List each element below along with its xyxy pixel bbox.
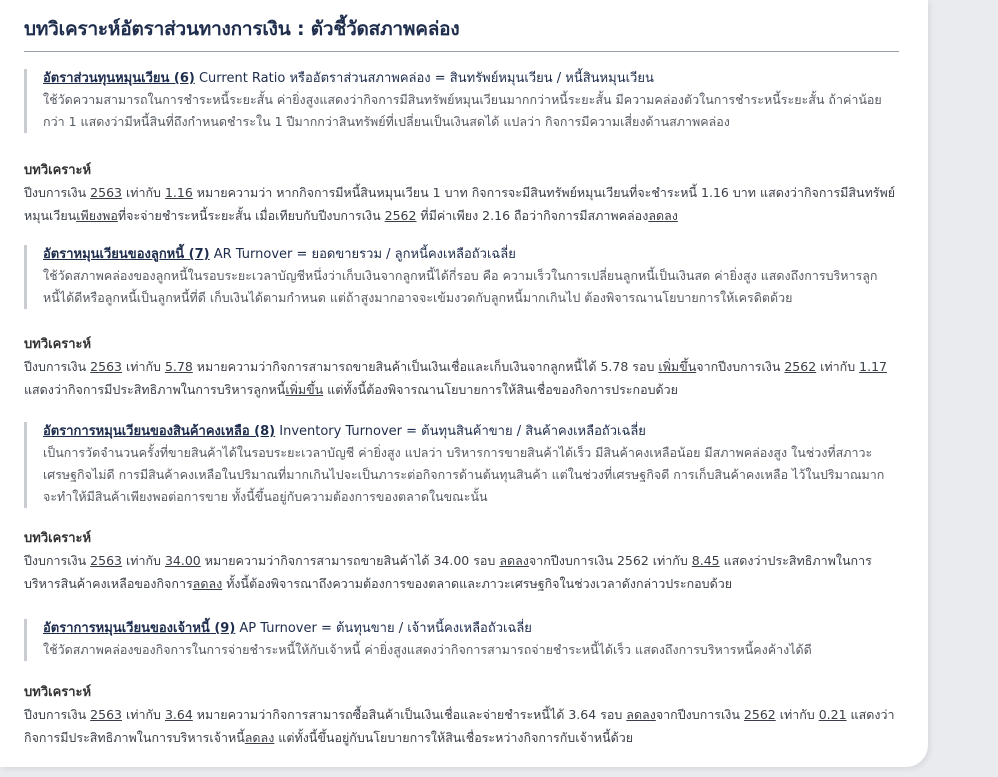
analysis-segment: เท่ากับ (121, 185, 165, 200)
highlighted-value: 5.78 (164, 359, 193, 374)
definition-title (43, 422, 894, 442)
analysis-segment: จากปีงบการเงิน (696, 359, 785, 374)
analysis-text (24, 181, 902, 227)
highlighted-value: เพิ่มขึ้น (658, 359, 697, 374)
analysis-block-inventory-turnover (24, 529, 902, 595)
ratio-formula: Current Ratio หรืออัตราส่วนสภาพคล่อง = สินทรัพย์หมุนเวียน / หนี้สินหมุนเวียน (194, 71, 654, 86)
analysis-segment: ทั้งนี้ต้องพิจารณาถึงความต้องการของตลาดและภาวะเศรษฐกิจในช่วงเวลาดังกล่าวประกอบด้วย (222, 576, 733, 591)
highlighted-value: 1.17 (859, 359, 887, 374)
highlighted-value: ลดลง (244, 730, 275, 745)
analysis-text (24, 703, 902, 749)
ratio-formula: AR Turnover = ยอดขายรวม / ลูกหนี้คงเหลือถัวเฉลี่ย (209, 247, 516, 262)
analysis-segment: ปีงบการเงิน (24, 553, 91, 568)
highlighted-value: เพิ่มขึ้น (285, 382, 324, 397)
highlighted-value: 2563 (90, 359, 122, 374)
definition-title (43, 619, 894, 639)
ratio-name: อัตราการหมุนเวียนของเจ้าหนี้ (9) (43, 621, 236, 636)
analysis-segment: หมายความว่ากิจการสามารถขายสินค้าเป็นเงินเชื่อและเก็บเงินจากลูกหนี้ได้ 5.78 รอบ (192, 359, 659, 374)
highlighted-value: ลดลง (192, 576, 223, 591)
analysis-block-current-ratio (24, 161, 902, 227)
definition-description: ใช้วัดสภาพคล่องของลูกหนี้ในรอบระยะเวลาบัญชีหนึ่งว่าเก็บเงินจากลูกหนี้ได้กี่รอบ คือ ความเร็วในการเปลี่ยนลูกหนี้เป็นเงินสด ค่ายิ่งสูง แสดงถึงการบริหารลูกหนี้ได้ดีหรือลูกหนี้เป็นลูกหนี้ที่ดี เก็บเงินได้ตามกำหนด แต่ถ้าสูงมากอาจจะเข้มงวดกับลูกหนี้มากเกินไป ต้องพิจารณานโยบายการให้เครดิตด้วย (43, 268, 878, 305)
analysis-segment: แสดงว่ากิจการมีประสิทธิภาพในการบริหารลูกหนี้ (24, 382, 286, 397)
highlighted-value: 2563 (90, 707, 122, 722)
highlighted-value: 34.00 (164, 553, 201, 568)
ratio-formula: AP Turnover = ต้นทุนขาย / เจ้าหนี้คงเหลือถัวเฉลี่ย (235, 621, 532, 636)
analysis-segment: ปีงบการเงิน (24, 359, 91, 374)
analysis-segment: หมายความว่า หากกิจการมีหนี้สินหมุนเวียน 1 บาท กิจการจะมีสินทรัพย์หมุนเวียนที่จะชำระหนี้ 1.16 บาท แสดงว่ากิจการมีสินทรัพย์หมุนเวียน (24, 185, 896, 223)
analysis-heading: บทวิเคราะห์ (24, 337, 92, 352)
ratio-name: อัตราส่วนทุนหมุนเวียน (6) (43, 71, 195, 86)
highlighted-value: 2562 (743, 707, 776, 722)
analysis-segment: เท่ากับ (121, 359, 165, 374)
analysis-segment: แต่ทั้งนี้ต้องพิจารณานโยบายการให้สินเชื่อของกิจการประกอบด้วย (323, 382, 678, 397)
highlighted-value: 8.45 (691, 553, 720, 568)
analysis-text (24, 549, 902, 595)
title-divider (24, 51, 899, 52)
highlighted-value: 2562 (784, 359, 817, 374)
analysis-text (24, 355, 902, 401)
highlighted-value: ลดลง (499, 553, 529, 568)
highlighted-value: 3.64 (164, 707, 193, 722)
ratio-formula: Inventory Turnover = ต้นทุนสินค้าขาย / สินค้าคงเหลือถัวเฉลี่ย (275, 424, 646, 439)
analysis-segment: ที่จะจ่ายชำระหนี้ระยะสั้น เมื่อเทียบกับปีงบการเงิน (117, 208, 385, 223)
definition-description: เป็นการวัดจำนวนครั้งที่ขายสินค้าได้ในรอบระยะเวลาบัญชี ค่ายิ่งสูง แปลว่า บริหารการขายสินค้าได้เร็ว มีสินค้าคงเหลือน้อย มีสภาพคล่องสูง ในช่วงที่สภาวะเศรษฐกิจไม่ดี การมีสินค้าคงเหลือในปริมาณที่มากเกินไปจะเป็นภาระต่อกิจการด้านต้นทุนสินค้า แต่ในช่วงที่เศรษฐกิจดี การเก็บสินค้าคงเหลือ ไว้ในปริมาณมากจะทำให้มีสินค้าเพียงพอต่อการขาย ทั้งนี้ขึ้นอยู่กับความต้องการของตลาดในขณะนั้น (43, 445, 885, 504)
analysis-segment: เท่ากับ (121, 553, 165, 568)
highlighted-value: ลดลง (648, 208, 678, 223)
analysis-segment: ปีงบการเงิน (24, 707, 91, 722)
analysis-segment: จากปีงบการเงิน 2562 เท่ากับ (528, 553, 692, 568)
analysis-segment: แสดงว่ากิจการมีประสิทธิภาพในการบริหารเจ้าหนี้ (24, 707, 895, 745)
analysis-heading: บทวิเคราะห์ (24, 531, 92, 546)
definition-block-ap-turnover (24, 619, 894, 661)
definition-block-ar-turnover (24, 245, 894, 309)
analysis-segment: ปีงบการเงิน (24, 185, 91, 200)
highlighted-value: 2562 (384, 208, 417, 223)
analysis-heading: บทวิเคราะห์ (24, 163, 92, 178)
analysis-segment: หมายความว่ากิจการสามารถซื้อสินค้าเป็นเงินเชื่อและจ่ายชำระหนี้ได้ 3.64 รอบ (192, 707, 627, 722)
highlighted-value: ลดลง (626, 707, 656, 722)
definition-description: ใช้วัดความสามารถในการชำระหนี้ระยะสั้น ค่ายิ่งสูงแสดงว่ากิจการมีสินทรัพย์หมุนเวียนมากกว่าหนี้ระยะสั้น มีความคล่องตัวในการชำระหนี้ระยะสั้น ถ้าค่าน้อยกว่า 1 แสดงว่ามีหนี้สินที่ถึงกำหนดชำระใน 1 ปีมากกว่าสินทรัพย์ที่เปลี่ยนเป็นเงินสดได้ แปลว่า กิจการมีความเสี่ยงด้านสภาพคล่อง (43, 92, 882, 129)
ratio-name: อัตราการหมุนเวียนของสินค้าคงเหลือ (8) (43, 424, 276, 439)
highlighted-value: เพียงพอ (76, 208, 118, 223)
analysis-segment: เท่ากับ (121, 707, 165, 722)
definition-block-current-ratio (24, 69, 894, 133)
analysis-segment: เท่ากับ (775, 707, 819, 722)
analysis-segment: แสดงว่าประสิทธิภาพในการบริหารสินค้าคงเหลือของกิจการ (24, 553, 872, 591)
analysis-segment: แต่ทั้งนี้ขึ้นอยู่กับนโยบายการให้สินเชื่อระหว่างกิจการกับเจ้าหนี้ด้วย (274, 730, 634, 745)
definition-title (43, 69, 894, 89)
definition-description: ใช้วัดสภาพคล่องของกิจการในการจ่ายชำระหนี้ให้กับเจ้าหนี้ ค่ายิ่งสูงแสดงว่ากิจการสามารถจ่ายชำระหนี้ได้เร็ว แสดงถึงการบริหารหนี้คงค้างได้ดี (43, 642, 812, 657)
analysis-heading: บทวิเคราะห์ (24, 685, 92, 700)
page-title: บทวิเคราะห์อัตราส่วนทางการเงิน : ตัวชี้วัดสภาพคล่อง (24, 18, 460, 40)
highlighted-value: 1.16 (164, 185, 193, 200)
analysis-block-ap-turnover (24, 683, 902, 749)
ratio-name: อัตราหมุนเวียนของลูกหนี้ (7) (43, 247, 210, 262)
analysis-block-ar-turnover (24, 335, 902, 401)
definition-title (43, 245, 894, 265)
highlighted-value: 2563 (90, 553, 122, 568)
analysis-segment: จากปีงบการเงิน (655, 707, 744, 722)
highlighted-value: 2563 (90, 185, 122, 200)
highlighted-value: 0.21 (818, 707, 847, 722)
analysis-segment: หมายความว่ากิจการสามารถขายสินค้าได้ 34.00 รอบ (200, 553, 500, 568)
definition-block-inventory-turnover (24, 422, 894, 508)
analysis-segment: เท่ากับ (816, 359, 860, 374)
analysis-segment: ที่มีค่าเพียง 2.16 ถือว่ากิจการมีสภาพคล่อง (416, 208, 649, 223)
